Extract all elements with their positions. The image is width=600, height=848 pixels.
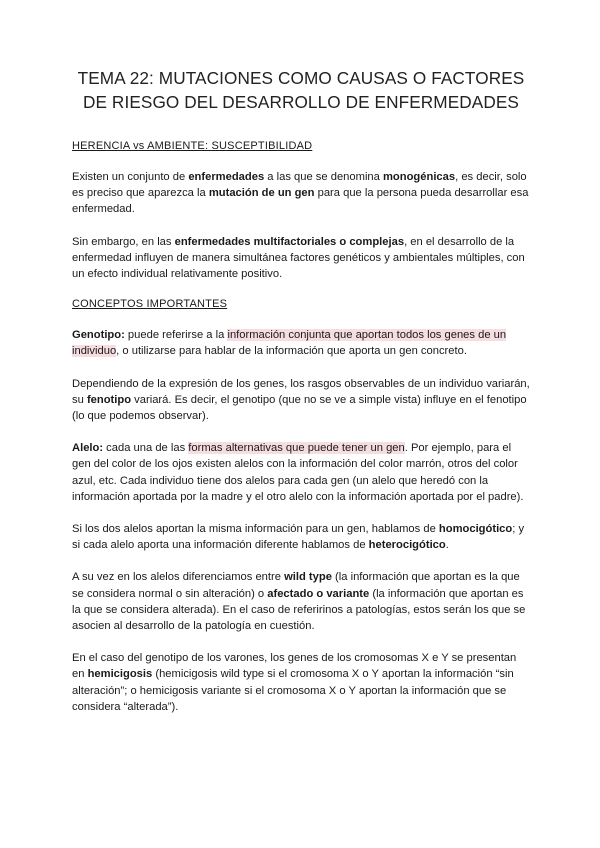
paragraph-fenotipo: Dependiendo de la expresión de los genes, los rasgos observables de un individuo variarán, su fenotipo variará. Es decir, el genotipo (que no se ve a simple vista) influye en el fenotipo (lo que podemos observar). xyxy=(72,377,530,423)
paragraph-varones: En el caso del genotipo de los varones, los genes de los cromosomas X e Y se presentan en hemicigosis (hemicigosis wild type si el cromosoma X o Y aportan la información “sin alteración”; o hemicigosis variante si el cromosoma X o Y aportan la información que se considera “alterada”). xyxy=(72,652,517,713)
paragraph-wild-type: A su vez en los alelos diferenciamos entre wild type (la información que aportan es la que se considera normal o sin alteración) o afectado o variante (la información que aportan es la que se considera alterada). En el caso de referirinos a patologías, estos serán los que se asocien al desarrollo de la patología en cuestión. xyxy=(72,571,526,633)
title-line-1: TEMA 22: MUTACIONES COMO CAUSAS O FACTORES xyxy=(77,68,525,88)
section-heading-herencia: HERENCIA vs AMBIENTE: SUSCEPTIBILIDAD xyxy=(72,140,313,152)
document-title xyxy=(72,66,530,114)
paragraph-alelo: Alelo: cada una de las formas alternativas que puede tener un gen. Por ejemplo, para el gen del color de los ojos existen alelos con la información del color marrón, otros del color azul, etc. Cada individuo tiene dos alelos para cada gen (un alelo que heredó con la información aportada por la madre y el otro alelo con la información aportada por el padre). xyxy=(72,442,524,503)
title-line-2: DE RIESGO DEL DESARROLLO DE ENFERMEDADES xyxy=(82,92,519,112)
paragraph-cigotico: Si los dos alelos aportan la misma información para un gen, hablamos de homocigótico; y si cada alelo aporta una información diferente hablamos de heterocigótico. xyxy=(72,523,525,552)
section-heading-conceptos: CONCEPTOS IMPORTANTES xyxy=(72,298,228,311)
highlight-genotipo: información conjunta que aportan todos los genes de un individuo xyxy=(72,329,507,358)
paragraph-multifactoriales: Sin embargo, en las enfermedades multifactoriales o complejas, en el desarrollo de la enfermedad influyen de manera simultánea factores genéticos y ambientales múltiples, con un efecto individual relativamente positivo. xyxy=(72,235,525,281)
paragraph-genotipo: Genotipo: puede referirse a la información conjunta que aportan todos los genes de un individuo, o utilizarse para hablar de la información que aporta un gen concreto. xyxy=(72,329,507,358)
paragraph-monogenicas: Existen un conjunto de enfermedades a las que se denomina monogénicas, es decir, solo es preciso que aparezca la mutación de un gen para que la persona pueda desarrollar esa enfermedad. xyxy=(72,171,529,216)
highlight-alelo: formas alternativas que puede tener un gen xyxy=(188,442,405,455)
